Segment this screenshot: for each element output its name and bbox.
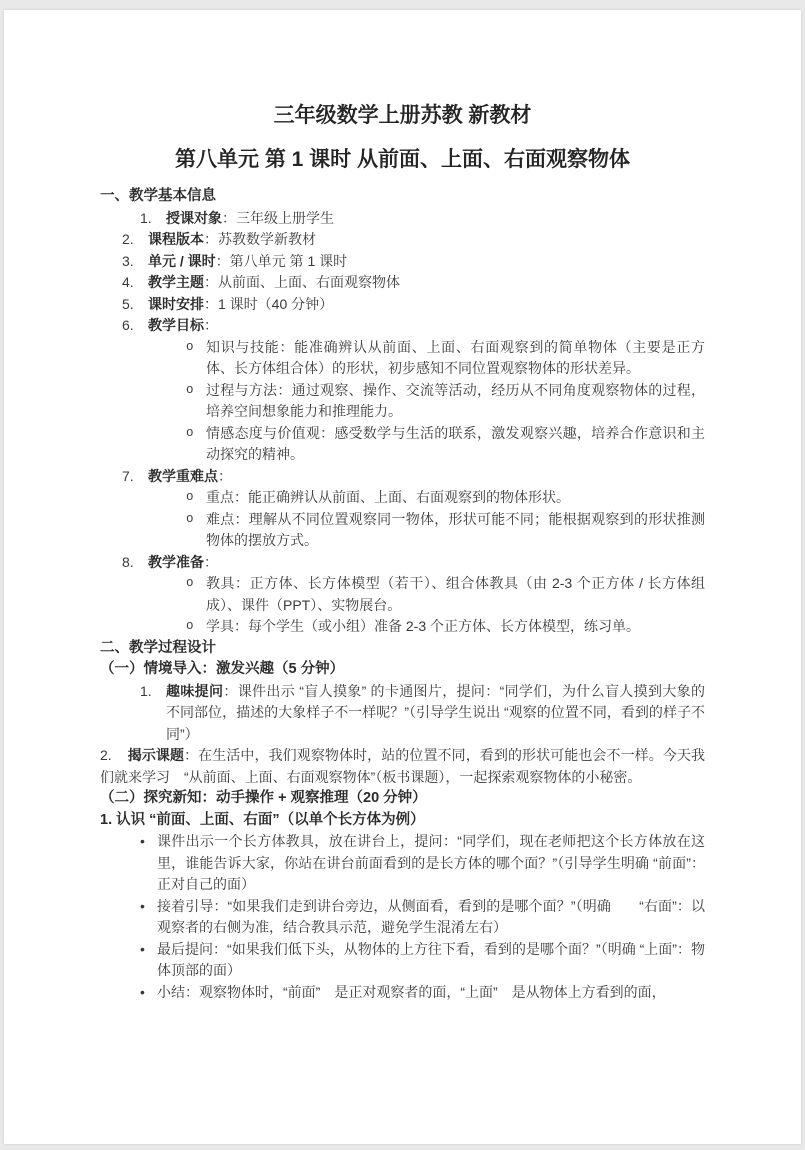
circle-bullet-icon: o <box>186 576 194 590</box>
item-value: ：课件出示 “盲人摸象” 的卡通图片，提问：“同学们，为什么盲人摸到大象的不同部位，描述的大象样子不一样呢？”（引导学生说出 “观察的位置不同，看到的样子不同”） <box>166 682 706 742</box>
list-number: 2. <box>122 231 134 247</box>
stage-intro-heading: （一）情境导入：激发兴趣（5 分钟） <box>100 661 345 677</box>
basic-info-item-7 <box>122 466 705 488</box>
fun-question-item <box>140 681 705 746</box>
dot-bullet-icon: • <box>140 940 145 957</box>
bullet-text: 最后提问：“如果我们低下头，从物体的上方往下看，看到的是哪个面？”（明确 “上面”：物体顶部的面） <box>157 940 705 978</box>
basic-info-item-2 <box>122 229 705 251</box>
teaching-goal-item <box>186 380 705 423</box>
item-text <box>166 681 705 746</box>
dot-bullet-icon: • <box>140 983 145 1000</box>
item-value: ：第八单元 第 1 课时 <box>215 252 348 269</box>
item-label: 教学目标 <box>148 317 204 333</box>
basic-info-item-6 <box>122 315 705 337</box>
item-label: 趣味提问 <box>166 682 224 699</box>
goal-text: 知识与技能：能准确辨认从前面、上面、右面观察到的简单物体（主要是正方体、长方体组合体）的形状，初步感知不同位置观察物体的形状差异。 <box>206 338 705 376</box>
item-label: 教学主题 <box>148 274 204 290</box>
item-text <box>148 251 705 273</box>
item-label: 单元 / 课时 <box>148 252 216 269</box>
item-value: ：从前面、上面、右面观察物体 <box>204 274 400 290</box>
basic-info-item-8 <box>122 552 705 574</box>
preparation-text: 教具：正方体、长方体模型（若干）、组合体教具（由 2-3 个正方体 / 长方体组成）、课件（PPT）、实物展台。 <box>206 575 705 613</box>
item-text <box>166 208 705 230</box>
item-text <box>148 552 705 574</box>
item-value: ： <box>204 553 218 570</box>
list-number: 4. <box>122 274 134 290</box>
item-text <box>148 315 705 337</box>
key-point-item <box>186 487 705 509</box>
reveal-topic-paragraph <box>100 745 705 788</box>
basic-info-item-5 <box>122 294 705 316</box>
item-label: 揭示课题 <box>127 747 185 763</box>
list-number: 6. <box>122 317 134 333</box>
item-value: ： <box>204 317 218 333</box>
list-number: 7. <box>122 467 134 484</box>
preparation-text: 学具：每个学生（或小组）准备 2-3 个正方体、长方体模型，练习单。 <box>206 618 641 634</box>
bullet-text: 小结：观察物体时，“前面” 是正对观察者的面，“上面” 是从物体上方看到的面， <box>157 983 666 1000</box>
basic-info-item-3 <box>122 251 705 273</box>
preparation-item <box>186 573 705 616</box>
bullet-text: 课件出示一个长方体教具，放在讲台上，提问：“同学们，现在老师把这个长方体放在这里，谁能告诉大家，你站在讲台前面看到的是长方体的哪个面？”（引导学生明确 “前面”：正对自己的面） <box>157 833 705 892</box>
basic-info-item-4 <box>122 272 705 294</box>
circle-bullet-icon: o <box>186 425 194 440</box>
item-text <box>148 229 705 251</box>
item-text <box>148 272 705 294</box>
goal-text: 过程与方法：通过观察、操作、交流等活动，经历从不同角度观察物体的过程，培养空间想象能力和推理能力。 <box>206 381 705 419</box>
stage-explore-heading: （二）探究新知：动手操作 + 观察推理（20 分钟） <box>100 790 427 806</box>
document-page <box>4 10 801 1144</box>
item-text <box>148 294 705 316</box>
preparation-item <box>186 616 705 638</box>
item-label: 教学准备 <box>148 553 204 570</box>
key-point-item <box>186 509 705 552</box>
list-number: 1. <box>140 209 152 226</box>
circle-bullet-icon: o <box>186 511 194 526</box>
dot-bullet-icon: • <box>140 897 145 914</box>
item-label: 授课对象 <box>166 209 222 226</box>
circle-bullet-icon: o <box>186 339 194 354</box>
dot-bullet-icon: • <box>140 833 145 849</box>
explore-bullet-item <box>140 939 705 982</box>
item-value: ：1 课时（40 分钟） <box>204 295 334 312</box>
circle-bullet-icon: o <box>186 382 194 397</box>
basic-info-item-1 <box>140 208 705 230</box>
item-label: 课程版本 <box>148 231 204 247</box>
item-value: ：三年级上册学生 <box>222 209 334 226</box>
explore-bullet-item <box>140 982 705 1004</box>
section-basic-info-heading: 一、教学基本信息 <box>100 188 216 204</box>
recognize-faces-heading: 1. 认识 “前面、上面、右面”（以单个长方体为例） <box>100 811 425 828</box>
key-point-text: 重点：能正确辨认从前面、上面、右面观察到的物体形状。 <box>206 489 570 505</box>
list-number: 3. <box>122 252 134 269</box>
teaching-goal-item <box>186 423 705 466</box>
list-number: 8. <box>122 553 134 570</box>
circle-bullet-icon: o <box>186 490 194 504</box>
item-value: ：在生活中，我们观察物体时，站的位置不同，看到的形状可能也会不一样。今天我们就来学习 “从前面、上面、右面观察物体”（板书课题），一起探索观察物体的小秘密。 <box>100 747 706 785</box>
bullet-text: 接着引导：“如果我们走到讲台旁边，从侧面看，看到的是哪个面？”（明确 “右面”：以观察者的右侧为准，结合教具示范，避免学生混淆左右） <box>157 897 705 935</box>
explore-bullet-item <box>140 896 705 939</box>
item-label: 课时安排 <box>148 295 204 312</box>
list-number: 5. <box>122 295 134 312</box>
item-value: ： <box>218 467 232 484</box>
goal-text: 情感态度与价值观：感受数学与生活的联系，激发观察兴趣，培养合作意识和主动探究的精神。 <box>206 424 705 462</box>
item-label: 教学重难点 <box>148 467 218 484</box>
teaching-goal-item <box>186 337 705 380</box>
list-number: 2. <box>100 747 112 763</box>
key-point-text: 难点：理解从不同位置观察同一物体，形状可能不同；能根据观察到的形状推测物体的摆放方式。 <box>206 510 705 548</box>
section-process-heading: 二、教学过程设计 <box>100 639 216 656</box>
doc-title: 三年级数学上册苏教 新教材 <box>273 104 532 127</box>
item-value: ：苏教数学新教材 <box>204 231 316 247</box>
explore-bullet-item <box>140 831 705 896</box>
doc-subtitle: 第八单元 第 1 课时 从前面、上面、右面观察物体 <box>174 148 630 171</box>
list-number: 1. <box>140 682 152 699</box>
item-text <box>148 466 705 488</box>
circle-bullet-icon: o <box>186 619 194 633</box>
